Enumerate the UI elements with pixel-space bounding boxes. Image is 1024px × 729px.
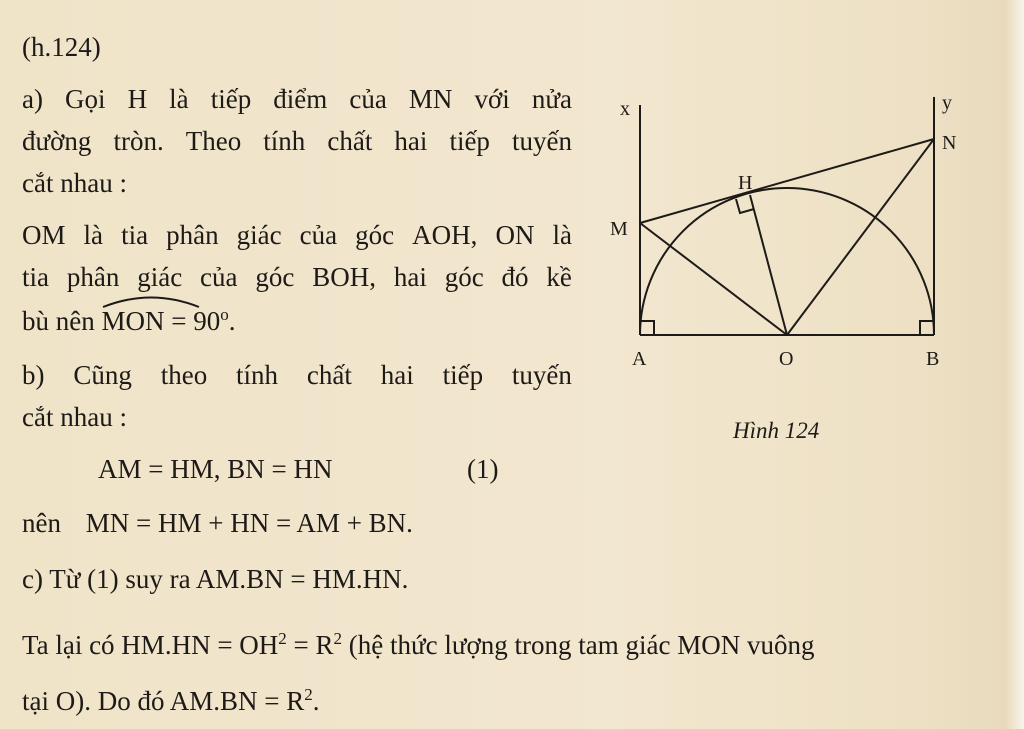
word: là [83, 220, 104, 250]
angle-arc-icon [101, 294, 201, 308]
word: phân [66, 262, 120, 292]
part-c-line-2-c: (hệ thức lượng trong tam giác MON vuông [342, 630, 815, 660]
word: đường [22, 126, 92, 156]
label-y: y [942, 92, 952, 114]
figure-caption: Hình 124 [733, 418, 820, 443]
word: giác [236, 220, 282, 250]
superscript-2: 2 [278, 629, 287, 648]
word: phân [166, 220, 219, 250]
word: Theo [185, 126, 242, 156]
word: nửa [531, 84, 572, 114]
word: AOH, [412, 220, 478, 250]
word: chất [306, 360, 352, 390]
word: a) [22, 84, 43, 114]
segment-om [640, 223, 787, 335]
part-a-line-1 [22, 82, 572, 116]
word: là [552, 220, 572, 250]
superscript-2: 2 [304, 685, 313, 704]
word: chất [327, 126, 373, 156]
word: hai [394, 126, 428, 156]
word: OM [22, 220, 66, 250]
equation-2-body: MN = HM + HN = AM + BN. [85, 508, 413, 538]
word: tiếp [442, 360, 484, 390]
label-o: O [779, 348, 794, 370]
word: b) [22, 360, 45, 390]
segment-on [787, 139, 934, 335]
equation-2-prefix: nên [22, 508, 61, 538]
word: ON [495, 220, 535, 250]
equation-1: AM = HM, BN = HN [98, 454, 333, 484]
label-n: N [942, 132, 957, 154]
word: tiếp [210, 84, 252, 114]
word: hai [380, 360, 414, 390]
label-h: H [738, 172, 753, 194]
page-edge [1006, 0, 1024, 729]
degree-sign: o [220, 305, 229, 324]
word: hai [393, 262, 427, 292]
part-a-line-5 [22, 260, 572, 294]
label-m: M [610, 218, 628, 240]
word: của [349, 84, 387, 114]
tangent-mn [640, 139, 934, 223]
word: Gọi [65, 84, 106, 114]
part-c-line-3 [22, 684, 319, 718]
part-b-line-2: cắt nhau : [22, 402, 127, 432]
part-c-line-2-a: Ta lại có HM.HN = OH [22, 630, 279, 660]
equation-2 [22, 506, 413, 540]
part-a-line-6 [22, 304, 235, 338]
part-c-line-3-a: tại O). Do đó AM.BN = R [22, 686, 305, 716]
part-c-line-2-b: = R [286, 630, 334, 660]
part-b-line-1 [22, 358, 572, 392]
word: MN [408, 84, 453, 114]
label-a: A [632, 348, 647, 370]
word: tròn. [113, 126, 164, 156]
word: của [200, 262, 238, 292]
word: tia [22, 262, 49, 292]
word: H [127, 84, 148, 114]
word: tia [121, 220, 149, 250]
part-a-line-6-eq: = 90 [171, 306, 221, 336]
word: Cũng [73, 360, 132, 390]
part-c-line-1: c) Từ (1) suy ra AM.BN = HM.HN. [22, 564, 409, 594]
part-a-line-4 [22, 218, 572, 252]
word: đó [501, 262, 529, 292]
angle-mon [101, 304, 164, 338]
part-a-line-3: cắt nhau : [22, 168, 127, 198]
word: góc [255, 262, 295, 292]
angle-mon-label: MON [101, 306, 165, 336]
word: điểm [273, 84, 328, 114]
equation-1-number: (1) [467, 454, 499, 484]
figure-reference: (h.124) [22, 32, 101, 62]
word: tuyến [511, 126, 572, 156]
right-angle-b [920, 321, 934, 335]
word: giác [137, 262, 183, 292]
part-a-line-6-prefix: bù nên [22, 306, 95, 336]
word: tính [236, 360, 279, 390]
word: theo [160, 360, 208, 390]
label-b: B [926, 348, 940, 370]
word: tiếp [449, 126, 490, 156]
part-c-line-2 [22, 628, 815, 662]
word: góc [444, 262, 484, 292]
word: góc [355, 220, 395, 250]
word: của [299, 220, 338, 250]
part-c-line-3-b: . [312, 686, 320, 716]
geometry-figure [600, 85, 990, 385]
word: kề [546, 262, 572, 292]
label-x: x [620, 98, 630, 120]
right-angle-a [640, 321, 654, 335]
part-a-line-2 [22, 124, 572, 158]
word: với [474, 84, 510, 114]
superscript-2: 2 [333, 629, 343, 648]
word: là [169, 84, 189, 114]
word: BOH, [312, 262, 376, 292]
part-a-line-6-end: . [228, 306, 236, 336]
segment-oh [750, 195, 787, 335]
word: tuyến [511, 360, 572, 390]
word: tính [263, 126, 306, 156]
